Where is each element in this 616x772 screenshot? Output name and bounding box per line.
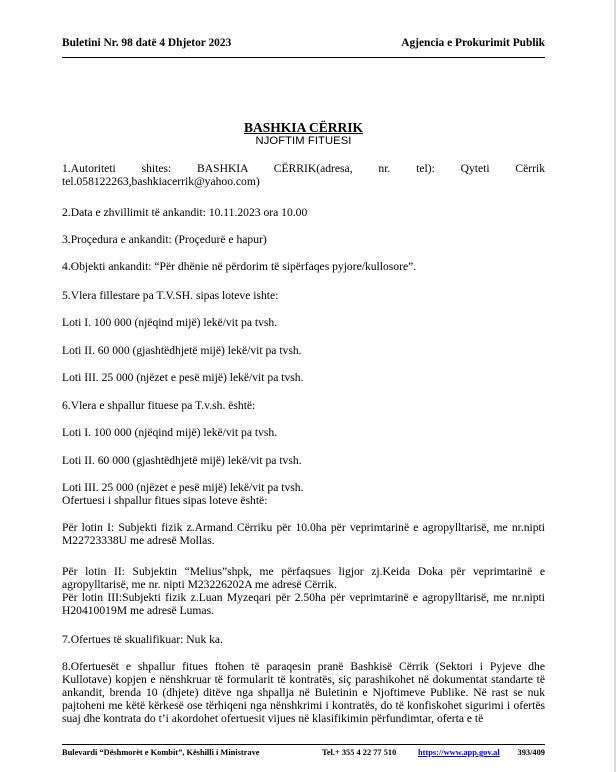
winners-intro: Ofertuesi i shpallur fitues sipas loteve është: <box>62 494 268 507</box>
document-title: BASHKIA CËRRIK <box>244 120 363 135</box>
winner-lot-3: Për lotin III:Subjekti fizik z.Luan Myzeqari për 2.50ha për veprimtarinë e agropylltarisë, me nr.nipti H20410019M me adresë Lumas. <box>62 591 545 617</box>
winning-lot-2: Loti II. 60 000 (gjashtëdhjetë mijë) lekë/vit pa tvsh. <box>62 454 302 467</box>
footer-page-number: 393/409 <box>517 748 545 757</box>
winning-lot-1: Loti I. 100 000 (njëqind mijë) lekë/vit pa tvsh. <box>62 426 278 439</box>
paragraph-authority: 1.Autoriteti shites: BASHKIA CËRRIK(adresa, nr. tel): Qyteti Cërrik tel.058122263,bashkiacerrik@yahoo.com) <box>62 162 545 188</box>
paragraph-object: 4.Objekti ankandit: “Për dhënie në përdorim të sipërfaqes pyjore/kullosore”. <box>62 260 417 273</box>
paragraph-contract-instructions: 8.Ofertuesët e shpallur fitues ftohen të paraqesin pranë Bashkisë Cërrik (Sektori i Pyjeve dhe Kullotave) kopjen e nënshkruar të formularit të kontratës, siç parashikohet në dokumentat standarte të ankandit, brenda 10 (dhjete) ditëve nga shpallja në Buletinin e Njoftimeve Publike. Në rast se nuk pajtoheni me këtë kërkesë ose tërhiqeni nga nënshkrimi i kontratës, do të konfiskohet sigurimi i ofertës suaj dhe kontrata do t’i akordohet ofertuesit vijues në klasifikimin përfundimtar, oferta e të <box>62 660 545 725</box>
initial-lot-2: Loti II. 60 000 (gjashtëdhjetë mijë) lekë/vit pa tvsh. <box>62 344 302 357</box>
winner-lot-1: Për lotin I: Subjekti fizik z.Armand Cërriku për 10.0ha për veprimtarinë e agropylltarisë, me nr.nipti M22723338U me adresë Mollas. <box>62 521 545 547</box>
paragraph-initial-value: 5.Vlera fillestare pa T.V.SH. sipas loteve ishte: <box>62 289 279 302</box>
agency-name: Agjencia e Prokurimit Publik <box>401 37 545 49</box>
footer-website-link[interactable]: https://www.app.gov.al <box>418 748 500 757</box>
footer-address: Bulevardi “Dëshmorët e Kombit”, Këshilli i Ministrave <box>62 748 260 757</box>
bulletin-number: Buletini Nr. 98 datë 4 Dhjetor 2023 <box>62 37 232 49</box>
paragraph-date: 2.Data e zhvillimit të ankandit: 10.11.2023 ora 10.00 <box>62 206 308 219</box>
paragraph-disqualified: 7.Ofertues të skualifikuar: Nuk ka. <box>62 633 223 646</box>
page-footer <box>62 748 545 762</box>
footer-divider <box>62 744 545 745</box>
initial-lot-1: Loti I. 100 000 (njëqind mijë) lekë/vit pa tvsh. <box>62 316 278 329</box>
paragraph-winning-value: 6.Vlera e shpallur fituese pa T.v.sh. është: <box>62 399 256 412</box>
page-header <box>62 37 545 55</box>
paragraph-procedure: 3.Proçedura e ankandit: (Proçedurë e hapur) <box>62 233 267 246</box>
document-subtitle: NJOFTIM FITUESI <box>255 135 352 147</box>
initial-lot-3: Loti III. 25 000 (njëzet e pesë mijë) lekë/vit pa tvsh. <box>62 371 304 384</box>
winning-lot-3: Loti III. 25 000 (njëzet e pesë mijë) lekë/vit pa tvsh. <box>62 481 304 494</box>
header-divider <box>62 57 545 58</box>
winner-lot-2: Për lotin II: Subjektin “Melius”shpk, me përfaqsues ligjor zj.Keida Doka për veprimtarinë e agropylltarisë, me nr. nipti M23226202A me adresë Cërrik. <box>62 565 545 591</box>
footer-phone: Tel.+ 355 4 22 77 510 <box>322 748 397 757</box>
